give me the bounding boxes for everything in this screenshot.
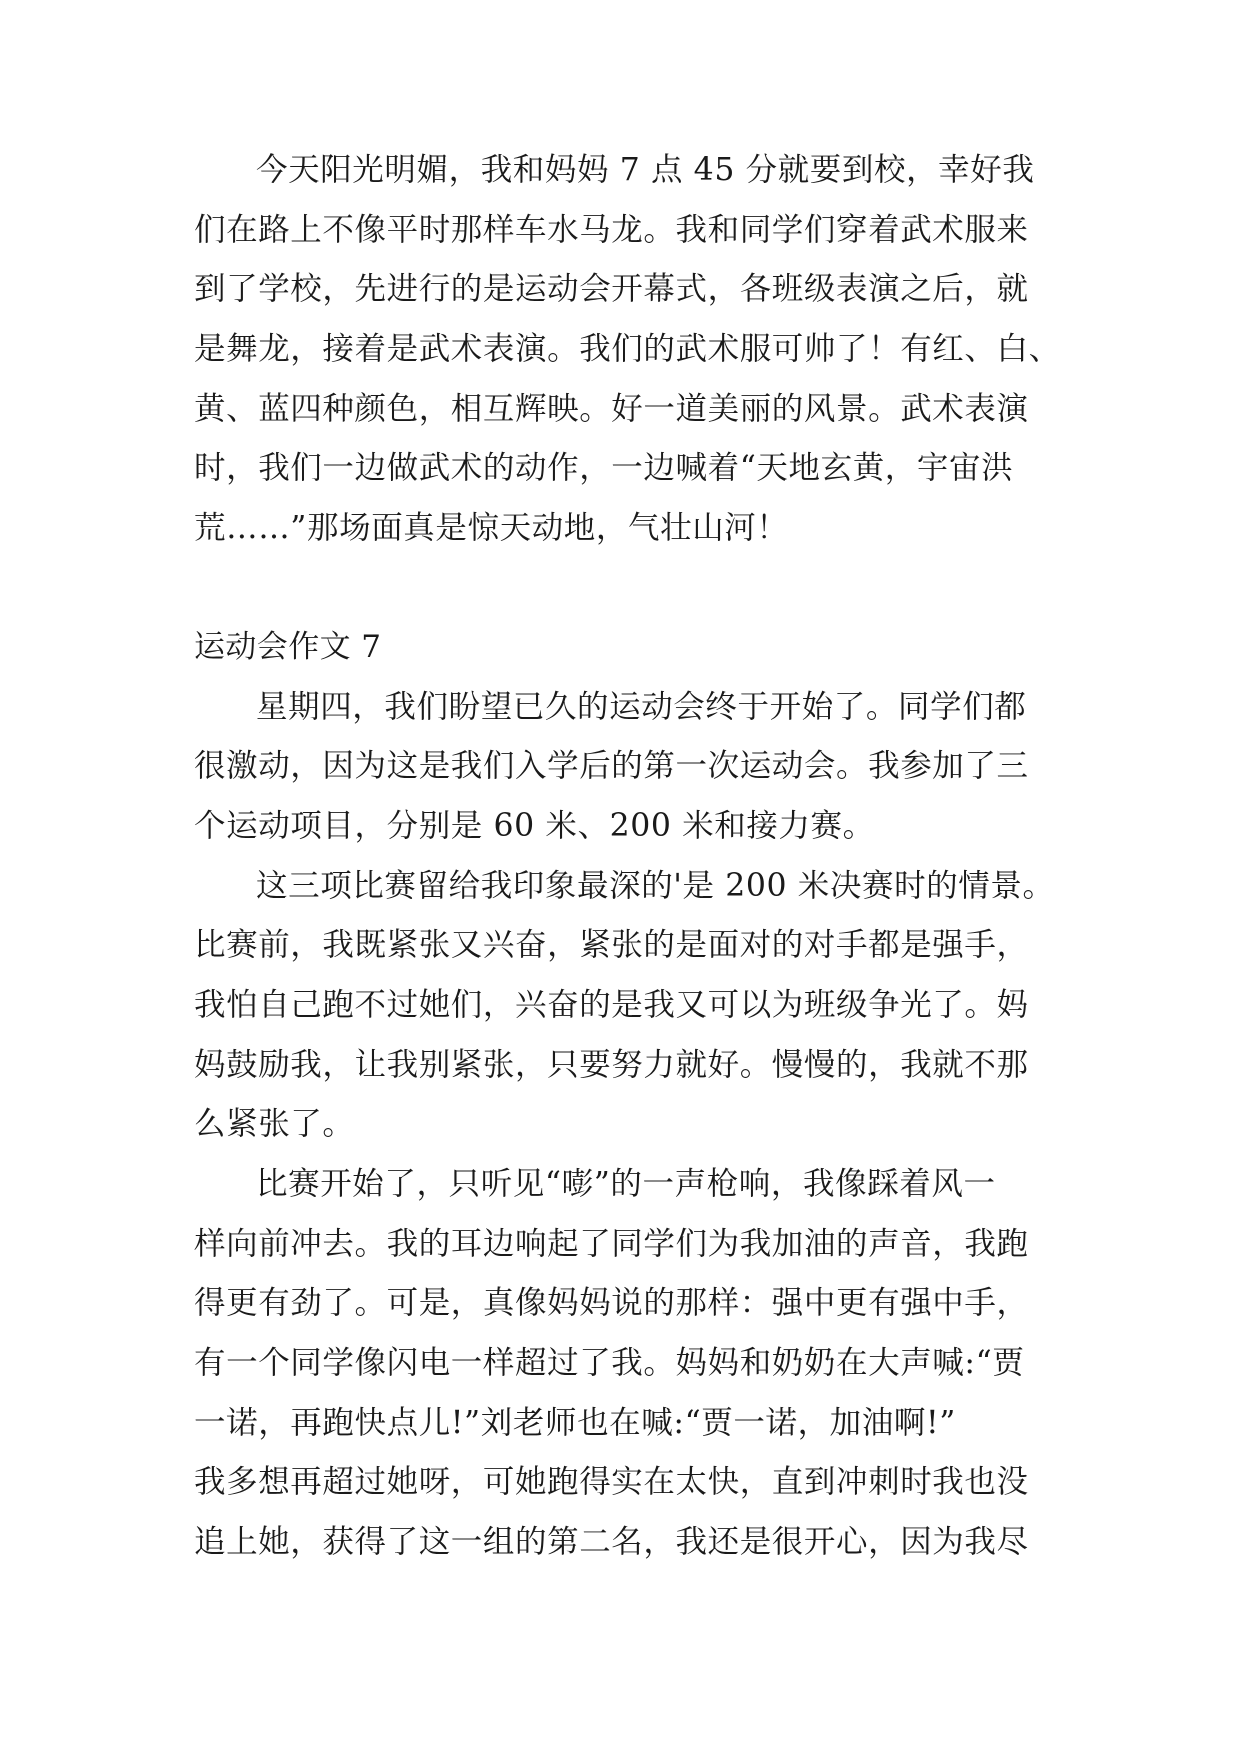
paragraph-3-line-4: 妈鼓励我，让我别紧张，只要努力就好。慢慢的，我就不那 <box>194 1047 1029 1083</box>
paragraph-3-line-3: 我怕自己跑不过她们，兴奋的是我又可以为班级争光了。妈 <box>194 987 1029 1023</box>
paragraph-4-line-5: 一诺，再跑快点儿!”刘老师也在喊:“贾一诺，加油啊!” <box>194 1405 956 1441</box>
paragraph-1-line-1: 今天阳光明媚，我和妈妈 7 点 45 分就要到校，幸好我 <box>256 152 1035 188</box>
paragraph-1-line-5: 黄、蓝四种颜色，相互辉映。好一道美丽的风景。武术表演 <box>194 391 1029 427</box>
paragraph-1-line-6: 时，我们一边做武术的动作，一边喊着“天地玄黄，宇宙洪 <box>194 450 1014 486</box>
paragraph-2-line-1: 星期四，我们盼望已久的运动会终于开始了。同学们都 <box>256 689 1027 725</box>
paragraph-4-line-6: 我多想再超过她呀，可她跑得实在太快，直到冲刺时我也没 <box>194 1464 1029 1500</box>
section-heading: 运动会作文 7 <box>194 629 382 665</box>
paragraph-4-line-3: 得更有劲了。可是，真像妈妈说的那样：强中更有强中手， <box>194 1285 1029 1321</box>
paragraph-2-line-2: 很激动，因为这是我们入学后的第一次运动会。我参加了三 <box>194 748 1029 784</box>
paragraph-3-line-1: 这三项比赛留给我印象最深的'是 200 米决赛时的情景。 <box>256 868 1055 904</box>
paragraph-1-line-3: 到了学校，先进行的是运动会开幕式，各班级表演之后，就 <box>194 271 1029 307</box>
paragraph-1-line-7: 荒……”那场面真是惊天动地，气壮山河！ <box>194 510 789 546</box>
paragraph-4-line-2: 样向前冲去。我的耳边响起了同学们为我加油的声音，我跑 <box>194 1226 1029 1262</box>
paragraph-4-line-1: 比赛开始了，只听见“嘭”的一声枪响，我像踩着风一 <box>256 1166 996 1202</box>
paragraph-4-line-4: 有一个同学像闪电一样超过了我。妈妈和奶奶在大声喊:“贾 <box>194 1345 1025 1381</box>
paragraph-2-line-3: 个运动项目，分别是 60 米、200 米和接力赛。 <box>194 808 875 844</box>
paragraph-3-line-2: 比赛前，我既紧张又兴奋，紧张的是面对的对手都是强手， <box>194 927 1029 963</box>
paragraph-1-line-2: 们在路上不像平时那样车水马龙。我和同学们穿着武术服来 <box>194 212 1029 248</box>
paragraph-1-line-4: 是舞龙，接着是武术表演。我们的武术服可帅了！有红、白、 <box>194 331 1061 367</box>
paragraph-4-line-7: 追上她，获得了这一组的第二名，我还是很开心，因为我尽 <box>194 1524 1029 1560</box>
paragraph-3-line-5: 么紧张了。 <box>194 1106 355 1142</box>
